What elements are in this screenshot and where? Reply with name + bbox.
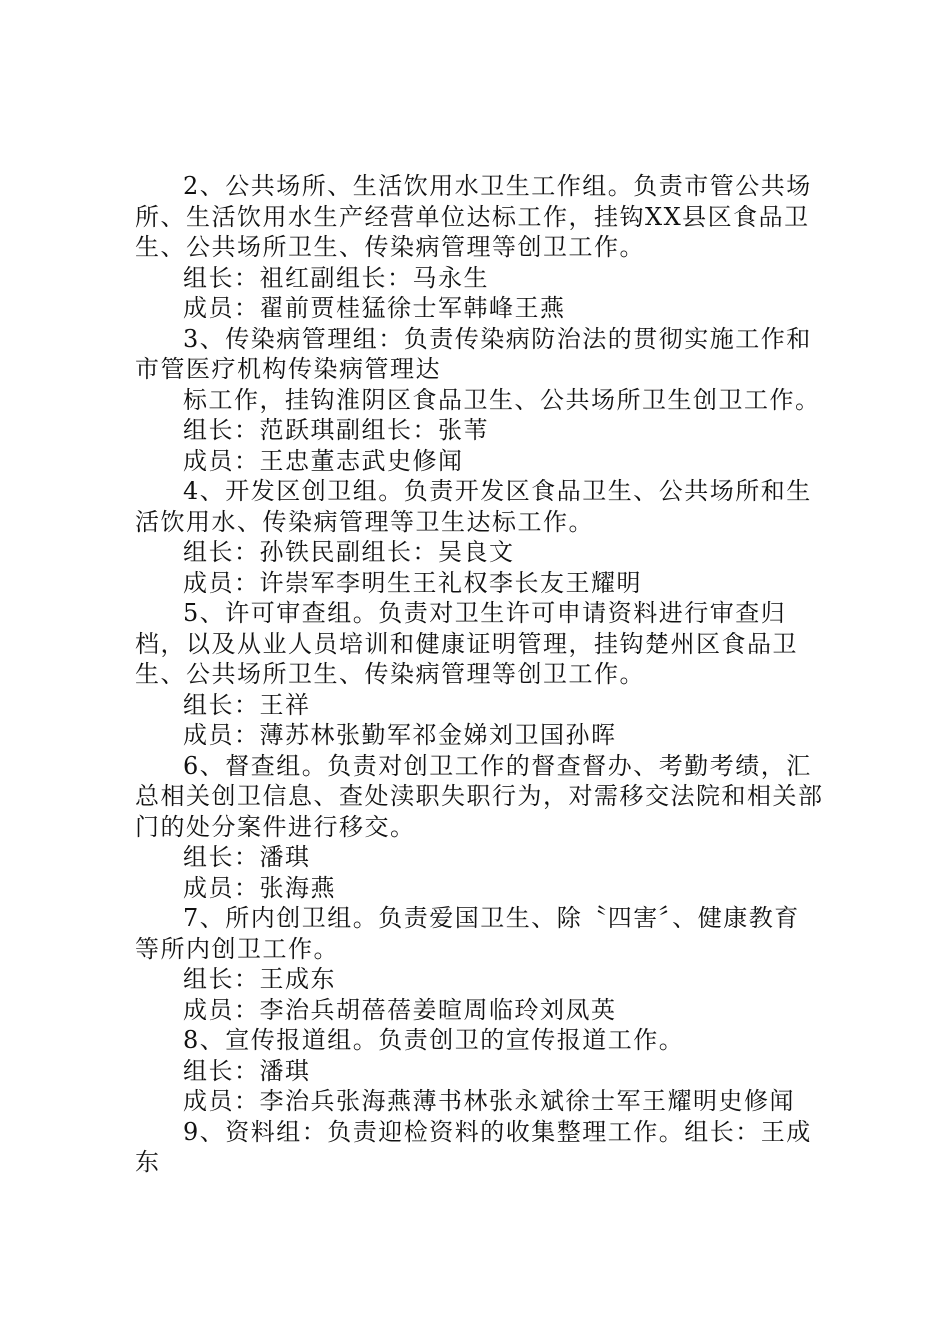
paragraph-group-6-members: 成员：张海燕 <box>183 873 336 902</box>
paragraph-group-5-desc: 5、许可审查组。负责对卫生许可申请资料进行审查归档，以及从业人员培训和健康证明管理，挂钩楚州区食品卫生、公共场所卫生、传染病管理等创卫工作。 <box>135 599 798 688</box>
paragraph-group-6-leader: 组长：潘琪 <box>183 843 311 871</box>
paragraph-group-8-members: 成员：李治兵张海燕薄书林张永斌徐士军王耀明史修闻 <box>183 1087 795 1115</box>
paragraph-group-5-leader: 组长：王祥 <box>183 690 311 719</box>
paragraph-group-3-members: 成员：王忠董志武史修闻 <box>183 446 464 475</box>
paragraph-group-3-desc-cont: 标工作，挂钩淮阴区食品卫生、公共场所卫生创卫工作。 <box>183 385 821 414</box>
paragraph-group-3-leader: 组长：范跃琪副组长：张苇 <box>183 416 489 444</box>
paragraph-group-7-desc: 7、所内创卫组。负责爱国卫生、除〝四害〞、健康教育等所内创卫工作。 <box>135 904 800 963</box>
paragraph-group-7-leader: 组长：王成东 <box>183 965 336 993</box>
paragraph-group-3-desc: 3、传染病管理组：负责传染病防治法的贯彻实施工作和市管医疗机构传染病管理达 <box>135 324 812 383</box>
paragraph-group-7-members: 成员：李治兵胡蓓蓓姜暄周临玲刘凤英 <box>183 995 617 1024</box>
paragraph-group-6-desc: 6、督查组。负责对创卫工作的督查督办、考勤考绩，汇总相关创卫信息、查处渎职失职行为，对需移交法院和相关部门的处分案件进行移交。 <box>135 751 824 841</box>
paragraph-group-4-members: 成员：许崇军李明生王礼权李长友王耀明 <box>183 568 642 597</box>
paragraph-group-8-leader: 组长：潘琪 <box>183 1056 311 1085</box>
paragraph-group-8-desc: 8、宣传报道组。负责创卫的宣传报道工作。 <box>183 1026 685 1054</box>
paragraph-group-4-desc: 4、开发区创卫组。负责开发区食品卫生、公共场所和生活饮用水、传染病管理等卫生达标工作。 <box>135 477 812 536</box>
paragraph-group-5-members: 成员：薄苏林张勤军祁金娣刘卫国孙晖 <box>183 721 617 749</box>
paragraph-group-4-leader: 组长：孙铁民副组长：吴良文 <box>183 538 515 566</box>
paragraph-group-2-leader: 组长：祖红副组长：马永生 <box>183 263 489 292</box>
paragraph-group-2-members: 成员：翟前贾桂猛徐士军韩峰王燕 <box>183 294 566 322</box>
paragraph-group-2-desc: 2、公共场所、生活饮用水卫生工作组。负责市管公共场所、生活饮用水生产经营单位达标工作，挂钩XX县区食品卫生、公共场所卫生、传染病管理等创卫工作。 <box>135 172 812 261</box>
paragraph-group-9-desc: 9、资料组：负责迎检资料的收集整理工作。组长：王成东 <box>135 1117 812 1176</box>
document-body <box>135 171 825 1178</box>
